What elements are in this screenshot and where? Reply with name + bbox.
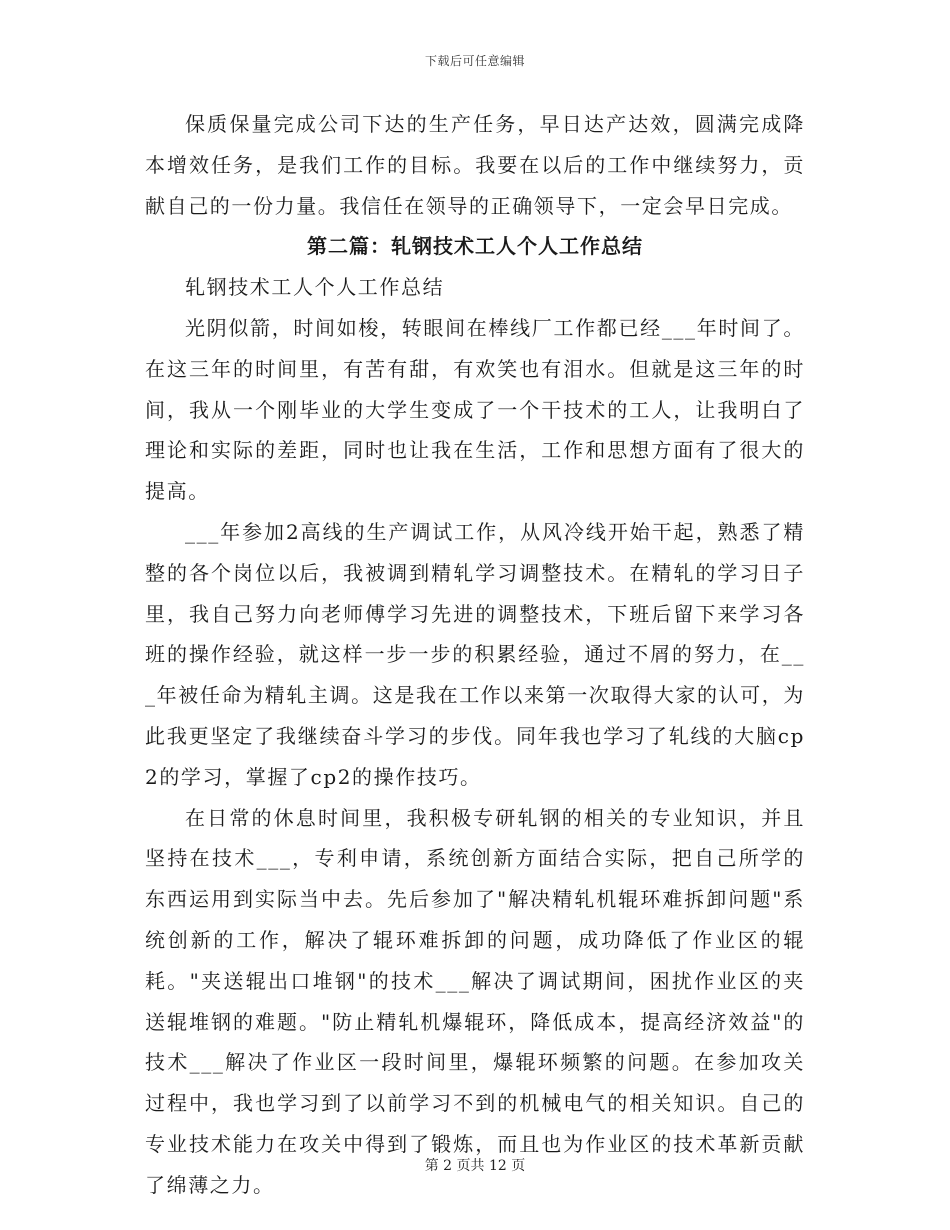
document-body — [145, 104, 805, 1206]
section-subtitle: 轧钢技术工人个人工作总结 — [185, 275, 445, 300]
page-footer: 第 2 页共 12 页 — [424, 1158, 526, 1174]
paragraph-innovation: 在日常的休息时间里，我积极专研轧钢的相关的专业知识，并且坚持在技术___，专利申请，系统创新方面结合实际，把自己所学的东西运用到实际当中去。先后参加了"解决精轧机辊环难拆卸问题"系统创新的工作，解决了辊环难拆卸的问题，成功降低了作业区的辊耗。"夹送辊出口堆钢"的技术___解决了调试期间，困扰作业区的夹送辊堆钢的难题。"防止精轧机爆辊环，降低成本，提高经济效益"的技术___解决了作业区一段时间里，爆辊环频繁的问题。在参加攻关过程中，我也学习到了以前学习不到的机械电气的相关知识。自己的专业技术能力在攻关中得到了锻炼，而且也为作业区的技术革新贡献了绵薄之力。 — [145, 805, 805, 1197]
section-heading: 第二篇：轧钢技术工人个人工作总结 — [307, 234, 643, 259]
paragraph-time: 光阴似箭，时间如梭，转眼间在棒线厂工作都已经___年时间了。在这三年的时间里，有苦有甜，有欢笑也有泪水。但就是这三年的时间，我从一个刚毕业的大学生变成了一个干技术的工人，让我明白了理论和实际的差距，同时也让我在生活，工作和思想方面有了很大的提高。 — [145, 315, 805, 504]
paragraph-work-experience: ___年参加2高线的生产调试工作，从风冷线开始干起，熟悉了精整的各个岗位以后，我被调到精轧学习调整技术。在精轧的学习日子里，我自己努力向老师傅学习先进的调整技术，下班后留下来学习各班的操作经验，就这样一步一步的积累经验，通过不屑的努力，在___年被任命为精轧主调。这是我在工作以来第一次取得大家的认可，为此我更坚定了我继续奋斗学习的步伐。同年我也学习了轧线的大脑cp2的学习，掌握了cp2的操作技巧。 — [145, 519, 805, 789]
page-header: 下载后可任意编辑 — [424, 54, 525, 68]
paragraph-intro: 保质保量完成公司下达的生产任务，早日达产达效，圆满完成降本增效任务，是我们工作的目标。我要在以后的工作中继续努力，贡献自己的一份力量。我信任在领导的正确领导下，一定会早日完成。 — [145, 112, 805, 218]
